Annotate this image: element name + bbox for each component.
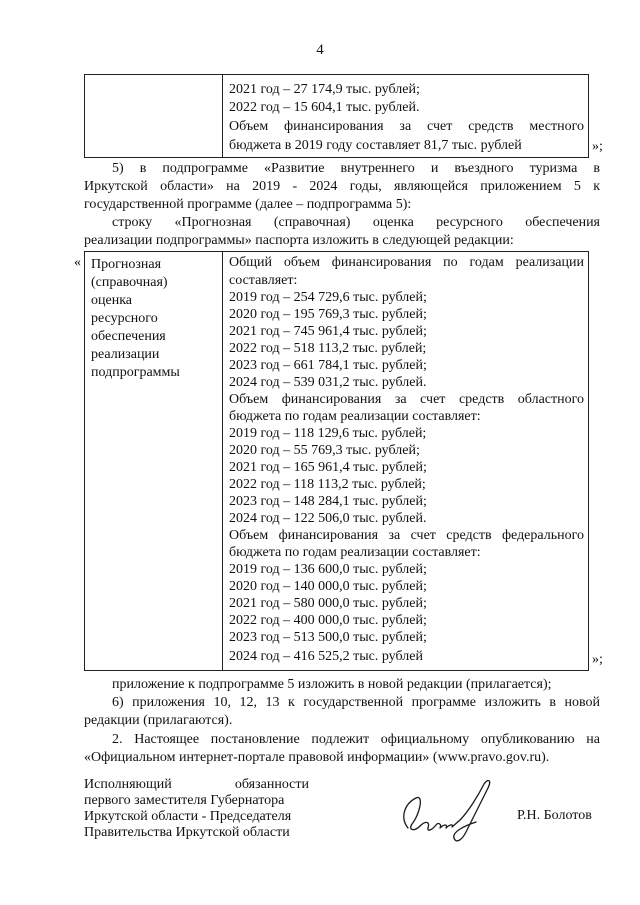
right-cell-line: 2023 год – 513 500,0 тыс. рублей;: [229, 630, 427, 645]
right-cell-line: 2022 год – 518 113,2 тыс. рублей;: [229, 341, 427, 356]
right-cell-line: 2021 год – 580 000,0 тыс. рублей;: [229, 596, 427, 611]
main-table-close: »;: [592, 652, 603, 667]
right-cell-line: 2022 год – 118 113,2 тыс. рублей;: [229, 477, 426, 492]
right-cell-line: 2019 год – 136 600,0 тыс. рублей;: [229, 562, 427, 577]
main-table-left-cell: [85, 252, 223, 670]
right-cell-line: 2022 год – 400 000,0 тыс. рублей;: [229, 613, 427, 628]
paragraph-line: 6) приложения 10, 12, 13 к государственной программе изложить в новой: [112, 695, 600, 710]
handwritten-signature: [380, 770, 500, 850]
right-cell-line: 2019 год – 254 729,6 тыс. рублей;: [229, 290, 427, 305]
top-table-line: Объем финансирования за счет средств местного: [229, 119, 584, 134]
right-cell-line: 2024 год – 122 506,0 тыс. рублей.: [229, 511, 427, 526]
top-table-line: бюджета в 2019 году составляет 81,7 тыс. рублей: [229, 138, 522, 153]
right-cell-line: составляет:: [229, 273, 298, 288]
main-table: [84, 251, 589, 671]
right-cell-line: 2020 год – 195 769,3 тыс. рублей;: [229, 307, 427, 322]
left-cell-line: реализации: [91, 347, 160, 362]
left-cell-line: Прогнозная: [91, 257, 162, 272]
right-cell-line: Объем финансирования за счет средств федерального: [229, 528, 584, 543]
top-table-line: 2022 год – 15 604,1 тыс. рублей.: [229, 100, 420, 115]
paragraph-line: государственной программе (далее – подпрограмма 5):: [84, 197, 412, 212]
top-table-left-cell: [85, 75, 223, 157]
paragraph-line: строку «Прогнозная (справочная) оценка ресурсного обеспечения: [112, 215, 600, 230]
paragraph-line: редакции (прилагаются).: [84, 713, 233, 728]
signatory-title: [84, 777, 309, 841]
signatory-line: Иркутской области - Председателя: [84, 809, 292, 824]
left-cell-line: обеспечения: [91, 329, 166, 344]
signatory-line: первого заместителя Губернатора: [84, 793, 285, 808]
paragraph-line: 5) в подпрограмме «Развитие внутреннего и въездного туризма в: [112, 161, 600, 176]
signatory-name: Р.Н. Болотов: [517, 808, 592, 823]
right-cell-line: 2024 год – 416 525,2 тыс. рублей: [229, 649, 423, 664]
right-cell-line: 2019 год – 118 129,6 тыс. рублей;: [229, 426, 427, 441]
paragraph-line: реализации подпрограммы» паспорта изложить в следующей редакции:: [84, 233, 514, 248]
left-cell-line: оценка: [91, 293, 133, 308]
right-cell-line: Общий объем финансирования по годам реализации: [229, 255, 584, 270]
left-cell-line: подпрограммы: [91, 365, 180, 380]
paragraph-5: [84, 160, 600, 250]
signatory-line: Правительства Иркутской области: [84, 825, 290, 840]
signatory-line: Исполняющий обязанности: [84, 777, 309, 792]
right-cell-line: 2020 год – 140 000,0 тыс. рублей;: [229, 579, 427, 594]
top-table: [84, 74, 589, 158]
right-cell-line: 2023 год – 148 284,1 тыс. рублей;: [229, 494, 427, 509]
paragraph-line: 2. Настоящее постановление подлежит официальному опубликованию на: [112, 732, 600, 747]
top-table-close: »;: [592, 139, 603, 154]
paragraph-line: «Официальном интернет-портале правовой информации» (www.pravo.gov.ru).: [84, 750, 550, 765]
left-cell-line: (справочная): [91, 275, 168, 290]
right-cell-line: 2020 год – 55 769,3 тыс. рублей;: [229, 443, 420, 458]
right-cell-line: 2023 год – 661 784,1 тыс. рублей;: [229, 358, 427, 373]
paragraph-line: Иркутской области» на 2019 - 2024 годы, являющейся приложением 5 к: [84, 179, 600, 194]
page-number: 4: [316, 42, 324, 58]
right-cell-line: бюджета по годам реализации составляет:: [229, 545, 481, 560]
left-cell-line: ресурсного: [91, 311, 158, 326]
right-cell-line: Объем финансирования за счет средств областного: [229, 392, 584, 407]
main-table-open-quote: «: [74, 255, 81, 270]
top-table-line: 2021 год – 27 174,9 тыс. рублей;: [229, 82, 420, 97]
main-table-right-cell: [223, 252, 588, 670]
right-cell-line: 2024 год – 539 031,2 тыс. рублей.: [229, 375, 427, 390]
top-table-right-cell: [223, 75, 588, 157]
closing-paragraphs: [84, 676, 600, 766]
paragraph-line: приложение к подпрограмме 5 изложить в новой редакции (прилагается);: [112, 677, 552, 692]
right-cell-line: 2021 год – 165 961,4 тыс. рублей;: [229, 460, 427, 475]
right-cell-line: бюджета по годам реализации составляет:: [229, 409, 481, 424]
right-cell-line: 2021 год – 745 961,4 тыс. рублей;: [229, 324, 427, 339]
